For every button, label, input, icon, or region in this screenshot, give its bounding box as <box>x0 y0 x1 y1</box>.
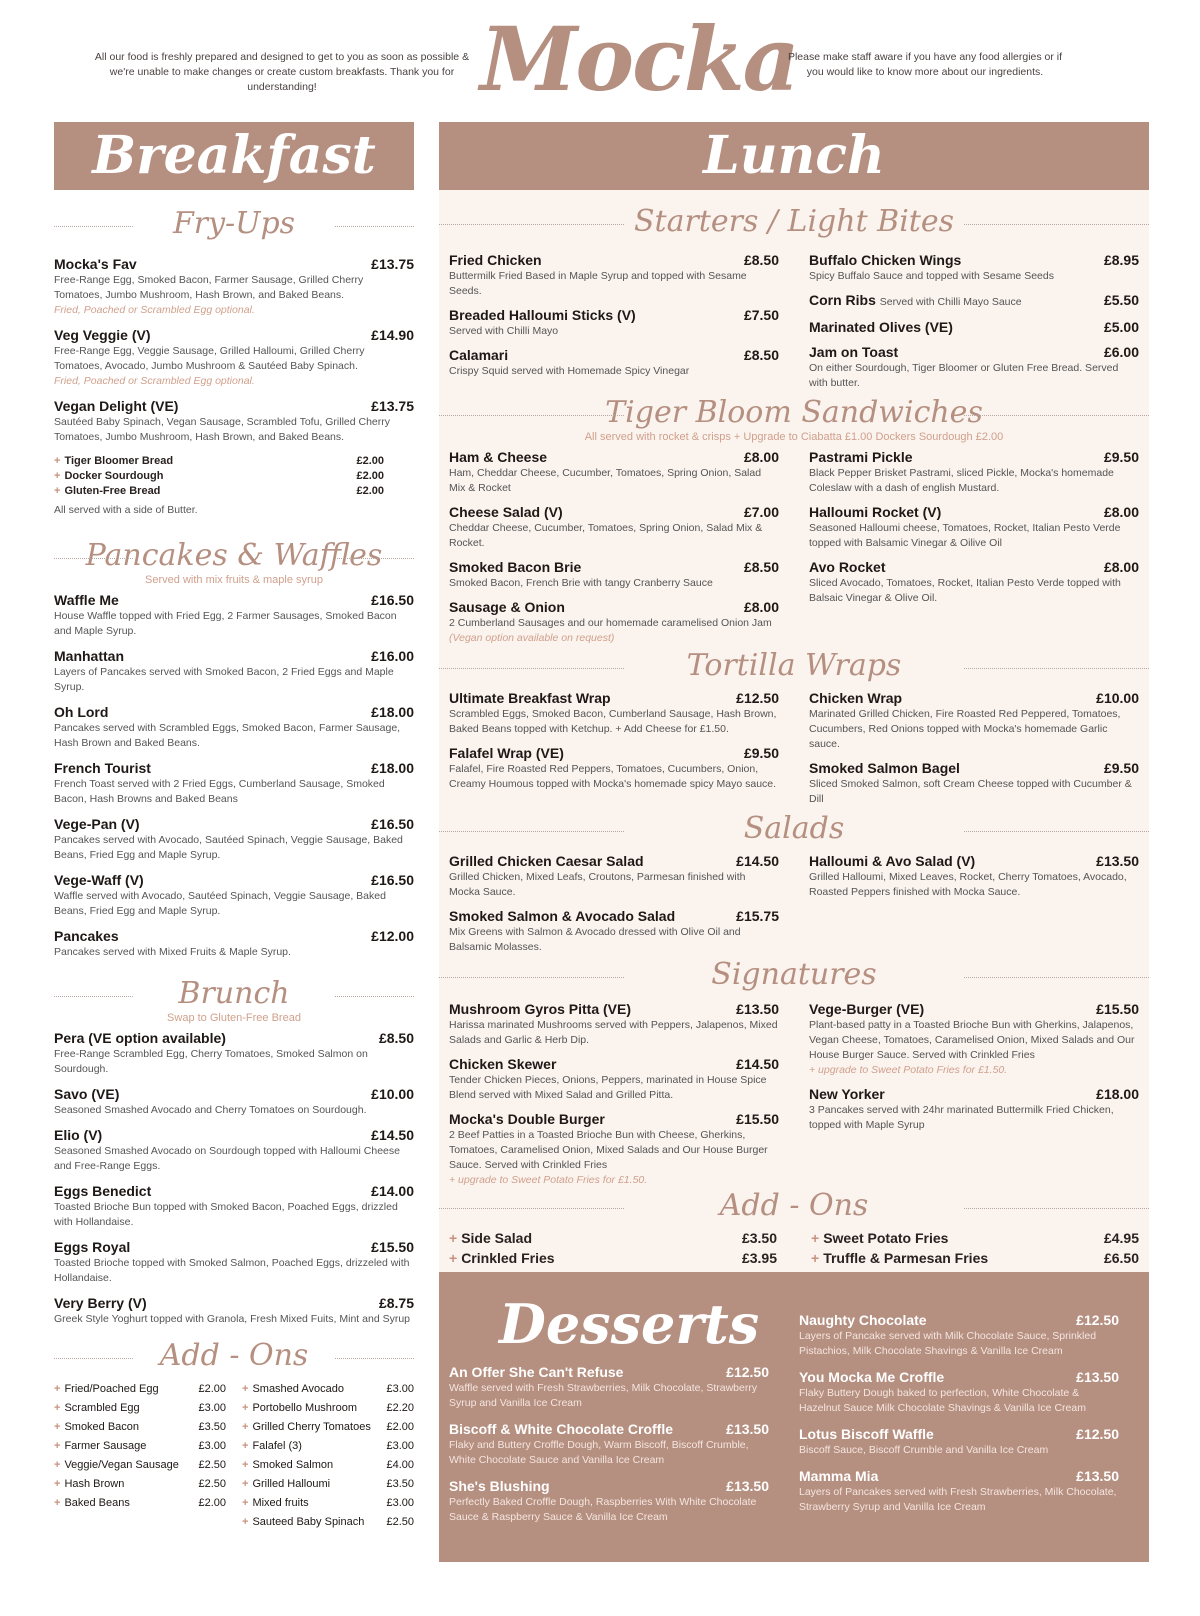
addon-row: + Smoked Salmon £4.00 <box>242 1459 414 1471</box>
menu-item: Grilled Chicken Caesar Salad £14.50 Grilled Chicken, Mixed Leafs, Croutons, Parmesan finished with Mocka Sauce. <box>449 853 779 898</box>
addon-row: + Portobello Mushroom £2.20 <box>242 1402 414 1414</box>
breakfast-banner: Breakfast <box>54 122 414 190</box>
addon-row: + Mixed fruits £3.00 <box>242 1497 414 1509</box>
menu-item: An Offer She Can't Refuse £12.50 Waffle served with Fresh Strawberries, Milk Chocolate, Strawberry Syrup and Vanilla Ice Cream <box>449 1364 769 1409</box>
item-price: £13.75 <box>371 256 414 272</box>
intro-note: All our food is freshly prepared and designed to get to you as soon as possible & we're unable to make changes or create custom breakfasts. Thank you for understanding! <box>94 51 470 93</box>
menu-item: Biscoff & White Chocolate Croffle £13.50 Flaky and Buttery Croffle Dough, Warm Biscoff, Biscoff Crumble, White Chocolate Sauce and Vanilla Ice Cream <box>449 1421 769 1466</box>
menu-item: Calamari £8.50 Crispy Squid served with Homemade Spicy Vinegar <box>449 347 779 377</box>
menu-item: You Mocka Me Croffle £13.50 Flaky Buttery Dough baked to perfection, White Chocolate & Hazelnut Sauce Milk Chocolate Shavings & Vanilla Ice Cream <box>799 1369 1119 1414</box>
menu-item: Vege-Pan (V) £16.50 Pancakes served with Avocado, Sautéed Spinach, Veggie Sausage, Baked Beans, Fried Egg and Maple Syrup. <box>54 816 414 861</box>
addon-row: + Farmer Sausage £3.00 <box>54 1440 226 1452</box>
item-name: Veg Veggie (V) <box>54 327 151 343</box>
addon-row: + Falafel (3) £3.00 <box>242 1440 414 1452</box>
item-name: Mocka's Fav <box>54 256 137 272</box>
menu-item: Lotus Biscoff Waffle £12.50 Biscoff Sauce, Biscoff Crumble and Vanilla Ice Cream <box>799 1426 1119 1456</box>
desserts-title: Desserts <box>499 1292 760 1356</box>
menu-item: French Tourist £18.00 French Toast served with 2 Fried Eggs, Cumberland Sausage, Smoked Bacon, Hash Browns and Baked Beans <box>54 760 414 805</box>
addon-row: + Side Salad £3.50 <box>449 1230 777 1246</box>
addon-row: + Smoked Bacon £3.50 <box>54 1421 226 1433</box>
addons-right <box>242 1380 414 1532</box>
menu-item: Halloumi & Avo Salad (V) £13.50 Grilled Halloumi, Mixed Leaves, Rocket, Cherry Tomatoes, Avocado, Roasted Peppers finished with Mocka Sauce. <box>809 853 1139 898</box>
menu-item: Chicken Skewer £14.50 Tender Chicken Pieces, Onions, Peppers, marinated in House Spice Blend served with Mixed Salad and Grilled Pitta. <box>449 1056 779 1101</box>
wraps-title: Tortilla Wraps <box>439 646 1149 686</box>
item-desc: Free-Range Egg, Veggie Sausage, Grilled Halloumi, Grilled Cherry Tomatoes, Avocado, Jumbo Mushroom & Sautéed Baby Spinach. <box>54 345 365 372</box>
bread-row: + Tiger Bloomer Bread £2.00 <box>54 455 384 467</box>
menu-item: Oh Lord £18.00 Pancakes served with Scrambled Eggs, Smoked Bacon, Farmer Sausage, Hash Brown and Baked Beans. <box>54 704 414 749</box>
fryups-title: Fry-Ups <box>54 204 414 244</box>
brunch-sub: Swap to Gluten-Free Bread <box>167 1012 301 1024</box>
brunch-title: Brunch <box>54 974 414 1014</box>
menu-item: Pera (VE option available) £8.50 Free-Range Scrambled Egg, Cherry Tomatoes, Smoked Salmon on Sourdough. <box>54 1030 414 1075</box>
addon-row: + Grilled Cherry Tomatoes £2.00 <box>242 1421 414 1433</box>
addon-row: + Smashed Avocado £3.00 <box>242 1383 414 1395</box>
lunch-addons-title: Add - Ons <box>439 1186 1149 1226</box>
mocka-logo: Mocka <box>480 7 798 111</box>
item-price: £14.90 <box>371 327 414 343</box>
menu-item: Avo Rocket £8.00 Sliced Avocado, Tomatoes, Rocket, Italian Pesto Verde topped with Balsaic Vinegar & Olive Oil. <box>809 559 1139 604</box>
menu-item: Sausage & Onion £8.00 2 Cumberland Sausages and our homemade caramelised Onion Jam (Vegan option available on request) <box>449 599 779 644</box>
allergy-note: Please make staff aware if you have any food allergies or if you would like to know more about our ingredients. <box>787 51 1063 78</box>
menu-item: Marinated Olives (VE) £5.00 <box>809 319 1139 335</box>
menu-item: Vege-Burger (VE) £15.50 Plant-based patty in a Toasted Brioche Bun with Gherkins, Jalapenos, Vegan Cheese, Tomatoes, Caramelised Onion, Mixed Salads and Our House Burger Sauce. Served with Crinkled Fries + upgrade to Sweet Potato Fries for £1.50. <box>809 1001 1139 1076</box>
lunch-banner: Lunch <box>439 122 1149 190</box>
breakfast-column <box>54 122 414 1532</box>
bread-row: + Gluten-Free Bread £2.00 <box>54 485 384 497</box>
menu-item: Mocka's Double Burger £15.50 2 Beef Patties in a Toasted Brioche Bun with Cheese, Gherkins, Tomatoes, Caramelised Onion, Mixed Salads and Our House Burger Sauce. Served with Crinkled Fries + upgrade to Sweet Potato Fries for £1.50. <box>449 1111 779 1186</box>
menu-item: Falafel Wrap (VE) £9.50 Falafel, Fire Roasted Red Peppers, Tomatoes, Cucumbers, Onion, Creamy Houmous topped with Mocka's homemade spicy Mayo sauce. <box>449 745 779 790</box>
item-note: Fried, Poached or Scrambled Egg optional. <box>54 304 255 316</box>
bread-options <box>54 454 414 516</box>
item-price: £13.75 <box>371 398 414 414</box>
item-name: Vegan Delight (VE) <box>54 398 179 414</box>
bread-row: + Docker Sourdough £2.00 <box>54 470 384 482</box>
menu-item: Smoked Salmon & Avocado Salad £15.75 Mix Greens with Salmon & Avocado dressed with Olive Oil and Balsamic Molasses. <box>449 908 779 953</box>
addon-row: + Sweet Potato Fries £4.95 <box>811 1230 1139 1246</box>
addons-left <box>54 1380 226 1532</box>
desserts-right <box>799 1312 1119 1525</box>
sandwiches-list <box>439 449 1149 654</box>
menu-item: Manhattan £16.00 Layers of Pancakes served with Smoked Bacon, 2 Fried Eggs and Maple Syrup. <box>54 648 414 693</box>
breakfast-addons-title: Add - Ons <box>54 1336 414 1376</box>
addon-row: + Fried/Poached Egg £2.00 <box>54 1383 226 1395</box>
menu-item: Pancakes £12.00 Pancakes served with Mixed Fruits & Maple Syrup. <box>54 928 414 958</box>
menu-item: Mamma Mia £13.50 Layers of Pancakes served with Fresh Strawberries, Milk Chocolate, Strawberry Syrup and Vanilla Ice Cream <box>799 1468 1119 1513</box>
starters-list <box>439 252 1149 399</box>
menu-item: Savo (VE) £10.00 Seasoned Smashed Avocado and Cherry Tomatoes on Sourdough. <box>54 1086 414 1116</box>
pancakes-list <box>54 592 414 960</box>
menu-item: Naughty Chocolate £12.50 Layers of Pancake served with Milk Chocolate Sauce, Sprinkled Pistachios, Milk Chocolate Shavings & Vanilla Ice Cream <box>799 1312 1119 1357</box>
menu-item: Waffle Me £16.50 House Waffle topped with Fried Egg, 2 Farmer Sausages, Smoked Bacon and Maple Syrup. <box>54 592 414 637</box>
menu-item: Corn Ribs Served with Chilli Mayo Sauce £5.50 <box>809 292 1139 308</box>
brunch-list <box>54 1030 414 1327</box>
menu-item: New Yorker £18.00 3 Pancakes served with 24hr marinated Buttermilk Fried Chicken, topped with Maple Syrup <box>809 1086 1139 1131</box>
menu-item: Cheese Salad (V) £7.00 Cheddar Cheese, Cucumber, Tomatoes, Spring Onion, Salad Mix & Rocket. <box>449 504 779 549</box>
salads-list <box>439 853 1149 963</box>
menu-item: Mushroom Gyros Pitta (VE) £13.50 Harissa marinated Mushrooms served with Peppers, Jalapenos, Mixed Salads and Garlic & Herb Dip. <box>449 1001 779 1046</box>
signatures-title: Signatures <box>439 955 1149 995</box>
pancakes-sub: Served with mix fruits & maple syrup <box>145 574 323 586</box>
menu-item: Smoked Salmon Bagel £9.50 Sliced Smoked Salmon, soft Cream Cheese topped with Cucumber & Dill <box>809 760 1139 805</box>
menu-item: Vege-Waff (V) £16.50 Waffle served with Avocado, Sautéed Spinach, Veggie Sausage, Baked Beans, Fried Egg and Maple Syrup. <box>54 872 414 917</box>
item-desc: Sautéed Baby Spinach, Vegan Sausage, Scrambled Tofu, Grilled Cherry Tomatoes, Jumbo Mushroom, Hash Brown, and Baked Beans. <box>54 416 391 443</box>
addon-row: + Scrambled Egg £3.00 <box>54 1402 226 1414</box>
signatures-list <box>439 1001 1149 1196</box>
menu-item: Fried Chicken £8.50 Buttermilk Fried Based in Maple Syrup and topped with Sesame Seeds. <box>449 252 779 297</box>
menu-item: Eggs Royal £15.50 Toasted Brioche topped with Smoked Salmon, Poached Eggs, drizzeled with Hollandaise. <box>54 1239 414 1284</box>
addon-row: + Sauteed Baby Spinach £2.50 <box>242 1516 414 1528</box>
addon-row: + Truffle & Parmesan Fries £6.50 <box>811 1250 1139 1266</box>
sandwiches-title: Tiger Bloom Sandwiches <box>439 393 1149 433</box>
bread-note: All served with a side of Butter. <box>54 504 198 516</box>
menu-item: Ham & Cheese £8.00 Ham, Cheddar Cheese, Cucumber, Tomatoes, Spring Onion, Salad Mix & Rocket <box>449 449 779 494</box>
breakfast-addons <box>54 1380 414 1532</box>
menu-item <box>54 256 414 318</box>
lunch-addons <box>439 1228 1149 1268</box>
fryups-list <box>54 256 414 516</box>
menu-item <box>54 398 414 445</box>
addon-row: + Baked Beans £2.00 <box>54 1497 226 1509</box>
menu-item: Breaded Halloumi Sticks (V) £7.50 Served with Chilli Mayo <box>449 307 779 337</box>
menu-item: Halloumi Rocket (V) £8.00 Seasoned Halloumi cheese, Tomatoes, Rocket, Italian Pesto Verde topped with Balsamic Vinegar & Oilive Oil <box>809 504 1139 549</box>
item-note: Fried, Poached or Scrambled Egg optional. <box>54 375 255 387</box>
lunch-panel <box>439 122 1149 1314</box>
addon-row: + Veggie/Vegan Sausage £2.50 <box>54 1459 226 1471</box>
pancakes-title: Pancakes & Waffles <box>54 536 414 576</box>
menu-item: Very Berry (V) £8.75 Greek Style Yoghurt topped with Granola, Fresh Mixed Fuits, Mint and Syrup <box>54 1295 414 1325</box>
menu-item: Pastrami Pickle £9.50 Black Pepper Brisket Pastrami, sliced Pickle, Mocka's homemade Coleslaw with a dash of english Mustard. <box>809 449 1139 494</box>
menu-item: Eggs Benedict £14.00 Toasted Brioche Bun topped with Smoked Bacon, Poached Eggs, drizzled with Hollandaise. <box>54 1183 414 1228</box>
sandwiches-sub: All served with rocket & crisps + Upgrade to Ciabatta £1.00 Dockers Sourdough £2.00 <box>584 431 1004 443</box>
item-desc: Free-Range Egg, Smoked Bacon, Farmer Sausage, Grilled Cherry Tomatoes, Jumbo Mushroom, Hash Brown, and Baked Beans. <box>54 274 364 301</box>
menu-item: Chicken Wrap £10.00 Marinated Grilled Chicken, Fire Roasted Red Peppered, Tomatoes, Cucumbers, Red Onions topped with Mocka's homemade Garlic sauce. <box>809 690 1139 750</box>
menu-item: Ultimate Breakfast Wrap £12.50 Scrambled Eggs, Smoked Bacon, Cumberland Sausage, Hash Brown, Baked Beans topped with Ketchup. + Add Cheese for £1.50. <box>449 690 779 735</box>
lunch-column <box>439 122 1149 1523</box>
wraps-list <box>439 690 1149 815</box>
menu-item: She's Blushing £13.50 Perfectly Baked Croffle Dough, Raspberries With White Chocolate Sauce & Raspberry Sauce & Vanilla Ice Cream <box>449 1478 769 1523</box>
addon-row: + Crinkled Fries £3.95 <box>449 1250 777 1266</box>
desserts-left <box>449 1364 769 1535</box>
salads-title: Salads <box>439 809 1149 849</box>
menu-item: Smoked Bacon Brie £8.50 Smoked Bacon, French Brie with tangy Cranberry Sauce <box>449 559 779 589</box>
addon-row: + Grilled Halloumi £3.50 <box>242 1478 414 1490</box>
desserts-panel <box>439 1272 1149 1562</box>
starters-title: Starters / Light Bites <box>439 202 1149 242</box>
menu-item: Jam on Toast £6.00 On either Sourdough, Tiger Bloomer or Gluten Free Bread. Served with butter. <box>809 344 1139 389</box>
menu-item <box>54 327 414 389</box>
menu-item: Buffalo Chicken Wings £8.95 Spicy Buffalo Sauce and topped with Sesame Seeds <box>809 252 1139 282</box>
menu-item: Elio (V) £14.50 Seasoned Smashed Avocado on Sourdough topped with Halloumi Cheese and Free-Range Eggs. <box>54 1127 414 1172</box>
addon-row: + Hash Brown £2.50 <box>54 1478 226 1490</box>
